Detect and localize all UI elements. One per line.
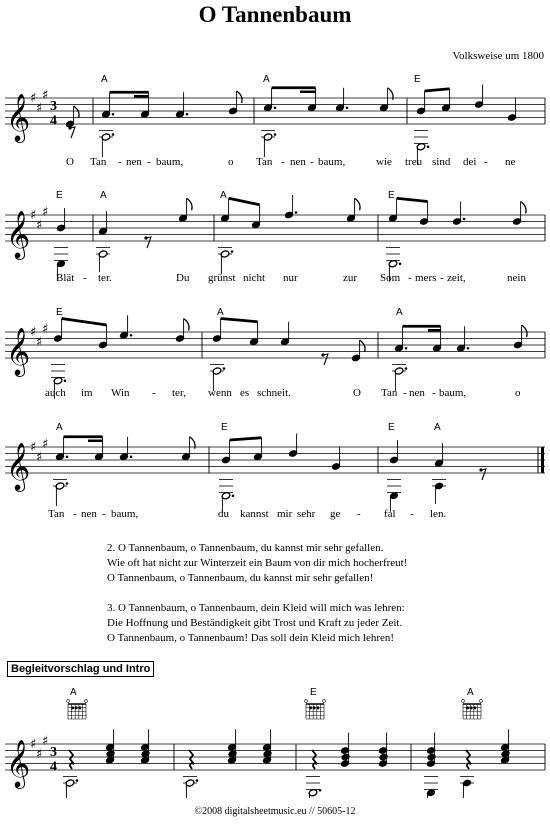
rest-icon	[69, 750, 74, 769]
lyric-syllable: du	[218, 508, 229, 520]
lyric-syllable: im	[81, 387, 93, 399]
lyric-syllable: sehr	[297, 508, 316, 520]
lyric-syllable: baum,	[156, 156, 184, 168]
lyric-syllable: -	[410, 508, 414, 520]
augmentation-dot	[274, 106, 277, 109]
note-flag	[360, 340, 365, 352]
lyric-syllable: -	[310, 156, 314, 168]
augmentation-dot	[66, 455, 69, 458]
chord-symbol: A	[263, 74, 270, 85]
lyric-syllable: o	[228, 156, 234, 168]
sharp-icon: ♯	[30, 440, 37, 455]
lyric-syllable: -	[403, 387, 407, 399]
note-beam	[397, 198, 428, 201]
treble-clef-icon: 𝄞	[6, 739, 31, 787]
lyric-syllable: Tan	[381, 387, 398, 399]
note-beam	[425, 89, 450, 91]
staff-accompaniment	[0, 688, 550, 798]
note-beam	[229, 198, 260, 205]
chord-symbol: A	[220, 190, 227, 201]
augmentation-dot	[427, 145, 430, 148]
sharp-icon: ♯	[36, 449, 43, 465]
lyric-syllable: nicht	[243, 272, 265, 284]
augmentation-dot	[66, 482, 69, 485]
chord-symbol: E	[388, 190, 395, 201]
sharp-icon: ♯	[42, 87, 49, 103]
time-signature-top: 3	[50, 99, 57, 114]
lyric-syllable: mers	[415, 272, 437, 284]
note-flag	[237, 91, 242, 103]
lyric-syllable: zur	[343, 272, 358, 284]
additional-verses	[107, 541, 407, 661]
lyric-syllable: Blät	[56, 272, 75, 284]
augmentation-dot	[231, 250, 234, 253]
lyric-syllable: baum,	[439, 387, 467, 399]
chord-symbol: A	[434, 422, 441, 433]
lyrics-line-3	[0, 387, 550, 401]
lyric-syllable: -	[408, 272, 412, 284]
sharp-icon: ♯	[36, 217, 43, 233]
treble-clef-icon: 𝄞	[6, 442, 31, 490]
lyric-syllable: Du	[176, 272, 190, 284]
lyric-syllable: es	[240, 387, 250, 399]
time-signature-bottom: 4	[50, 759, 57, 775]
final-bar-thick	[541, 447, 544, 473]
chord-diagram-open	[323, 700, 326, 703]
treble-clef-icon: 𝄞	[6, 93, 31, 141]
lyric-syllable: -	[83, 272, 87, 284]
chord-symbol: A	[56, 422, 63, 433]
note-beam	[221, 319, 258, 322]
augmentation-dot	[405, 367, 408, 370]
sharp-icon: ♯	[42, 321, 49, 337]
augmentation-dot	[399, 262, 402, 265]
verse-line: O Tannenbaum, o Tannenbaum! Das soll dein Kleid mich lehren!	[107, 632, 395, 644]
lyrics-line-1	[0, 156, 550, 170]
treble-clef-icon: 𝄞	[6, 327, 31, 375]
lyric-syllable: len.	[430, 508, 447, 520]
lyric-syllable: -	[357, 508, 361, 520]
chord-symbol: A	[100, 190, 107, 201]
lyric-syllable: nen	[409, 387, 425, 399]
lyric-syllable: ter.	[98, 272, 112, 284]
lyrics-line-4	[0, 508, 550, 522]
lyric-syllable: nen	[81, 508, 97, 520]
chord-symbol: A	[396, 307, 403, 318]
chord-diagram-open	[462, 700, 465, 703]
chord-diagram-open	[305, 700, 308, 703]
augmentation-dot	[274, 133, 277, 136]
time-signature-bottom: 4	[50, 113, 57, 129]
augmentation-dot	[232, 494, 235, 497]
chord-symbol: E	[310, 687, 317, 698]
lyric-syllable: Win	[111, 387, 130, 399]
verse-line: 3. O Tannenbaum, o Tannenbaum, dein Kleid will mich was lehren:	[107, 602, 405, 614]
page-title: O Tannenbaum	[198, 2, 352, 27]
note-beam	[62, 319, 107, 326]
lyric-syllable: Tan	[256, 156, 273, 168]
time-signature-top: 3	[50, 745, 57, 760]
lyric-syllable: O	[66, 156, 74, 168]
lyric-syllable: auch	[45, 387, 66, 399]
chord-diagram-dot	[71, 706, 74, 709]
augmentation-dot	[196, 779, 199, 782]
lyric-syllable: fal	[384, 508, 396, 520]
lyric-syllable: o	[515, 387, 521, 399]
sharp-icon: ♯	[36, 334, 43, 350]
treble-clef-icon: 𝄞	[6, 210, 31, 258]
verse-line: Wie oft hat nicht zur Winterzeit ein Baum von dir mich hocherfreut!	[107, 557, 408, 569]
lyric-syllable: Tan	[90, 156, 107, 168]
accompaniment-system	[0, 688, 550, 798]
chord-diagram-dot	[470, 706, 473, 709]
sharp-icon: ♯	[30, 325, 37, 340]
lyric-syllable: O	[353, 387, 361, 399]
lyric-syllable: ter,	[172, 387, 186, 399]
lyric-syllable: -	[432, 387, 436, 399]
lyric-syllable: baum,	[111, 508, 139, 520]
chord-diagram-icon	[305, 700, 326, 719]
augmentation-dot	[130, 334, 133, 337]
chord-symbol: A	[101, 74, 108, 85]
chord-symbol: E	[221, 422, 228, 433]
note-flag	[187, 198, 192, 210]
chord-diagram-dot	[309, 706, 312, 709]
lyric-syllable: nen	[126, 156, 142, 168]
augmentation-dot	[223, 367, 226, 370]
note-flag	[521, 202, 526, 214]
augmentation-dot	[319, 789, 322, 792]
lyric-syllable: -	[440, 272, 444, 284]
note-flag	[74, 106, 79, 118]
lyric-syllable: -	[118, 156, 122, 168]
lyric-syllable: -	[73, 508, 77, 520]
chord-symbol: A	[70, 687, 77, 698]
lyric-syllable: nur	[283, 272, 298, 284]
augmentation-dot	[295, 211, 298, 214]
lyric-syllable: grünst	[208, 272, 236, 284]
chord-diagram-open	[85, 700, 88, 703]
lyric-syllable: Tan	[48, 508, 65, 520]
chord-diagram-icon	[462, 700, 483, 719]
augmentation-dot	[112, 113, 115, 116]
lyric-syllable: dei	[463, 156, 477, 168]
chord-diagram-dot	[313, 706, 316, 709]
augmentation-dot	[405, 347, 408, 350]
chord-diagram-open	[67, 700, 70, 703]
chord-symbol: A	[217, 307, 224, 318]
chord-diagram-open	[480, 700, 483, 703]
sharp-icon: ♯	[30, 208, 37, 223]
lyric-syllable: wenn	[208, 387, 232, 399]
note-beam	[230, 438, 262, 440]
lyric-syllable: -	[152, 387, 156, 399]
lyric-syllable: nein	[507, 272, 526, 284]
sharp-icon: ♯	[36, 100, 43, 116]
lyric-syllable: wie	[376, 156, 392, 168]
lyric-syllable: kannst	[240, 508, 269, 520]
note-flag	[522, 325, 527, 337]
augmentation-dot	[130, 455, 133, 458]
composer-credit: Volksweise um 1800	[452, 50, 544, 62]
sharp-icon: ♯	[36, 746, 43, 762]
verse-3	[107, 601, 407, 646]
lyric-syllable: schneit.	[257, 387, 291, 399]
sharp-icon: ♯	[30, 91, 37, 106]
sharp-icon: ♯	[30, 737, 37, 752]
lyric-syllable: sind	[432, 156, 451, 168]
chord-symbol: E	[414, 74, 421, 85]
accompaniment-label: Begleitvorschlag und Intro	[7, 661, 154, 677]
verse-line: Die Hoffnung und Beständigkeit gibt Trost und Kraft zu jeder Zeit.	[107, 617, 403, 629]
chord-diagram-icon	[67, 700, 88, 719]
lyrics-line-2	[0, 272, 550, 286]
copyright-footer: ©2008 digitalsheetmusic.eu // 50605-12	[194, 806, 356, 817]
lyric-syllable: zeit,	[447, 272, 466, 284]
rest-icon	[466, 750, 471, 769]
augmentation-dot	[463, 218, 466, 221]
verse-line: O Tannenbaum, o Tannenbaum, du kannst mir sehr gefallen!	[107, 572, 374, 584]
note-flag	[184, 319, 189, 331]
lyric-syllable: treu	[405, 156, 423, 168]
lyric-syllable: ge	[330, 508, 341, 520]
lyric-syllable: -	[147, 156, 151, 168]
augmentation-dot	[467, 347, 470, 350]
sharp-icon: ♯	[42, 204, 49, 220]
lyric-syllable: Som	[380, 272, 401, 284]
chord-diagram-dot	[316, 706, 319, 709]
augmentation-dot	[76, 779, 79, 782]
chord-symbol: E	[56, 190, 63, 201]
sharp-icon: ♯	[42, 733, 49, 749]
chord-diagram-dot	[466, 706, 469, 709]
chord-diagram-dot	[78, 706, 81, 709]
augmentation-dot	[64, 379, 67, 382]
verse-2	[107, 541, 407, 586]
chord-diagram-dot	[75, 706, 78, 709]
chord-symbol: A	[467, 687, 474, 698]
note-flag	[355, 198, 360, 210]
sharp-icon: ♯	[42, 436, 49, 452]
lyric-syllable: -	[281, 156, 285, 168]
augmentation-dot	[346, 106, 349, 109]
lyric-syllable: ne	[505, 156, 516, 168]
verse-line: 2. O Tannenbaum, o Tannenbaum, du kannst mir sehr gefallen.	[107, 542, 384, 554]
lyric-syllable: -	[102, 508, 106, 520]
augmentation-dot	[186, 113, 189, 116]
chord-symbol: E	[388, 422, 395, 433]
chord-diagram-dot	[473, 706, 476, 709]
augmentation-dot	[112, 133, 115, 136]
rest-icon	[189, 750, 194, 769]
rest-icon	[312, 750, 317, 769]
lyric-syllable: -	[484, 156, 488, 168]
chord-symbol: E	[56, 307, 63, 318]
lyric-syllable: baum,	[318, 156, 346, 168]
lyric-syllable: nen	[290, 156, 306, 168]
lyric-syllable: mir	[277, 508, 293, 520]
